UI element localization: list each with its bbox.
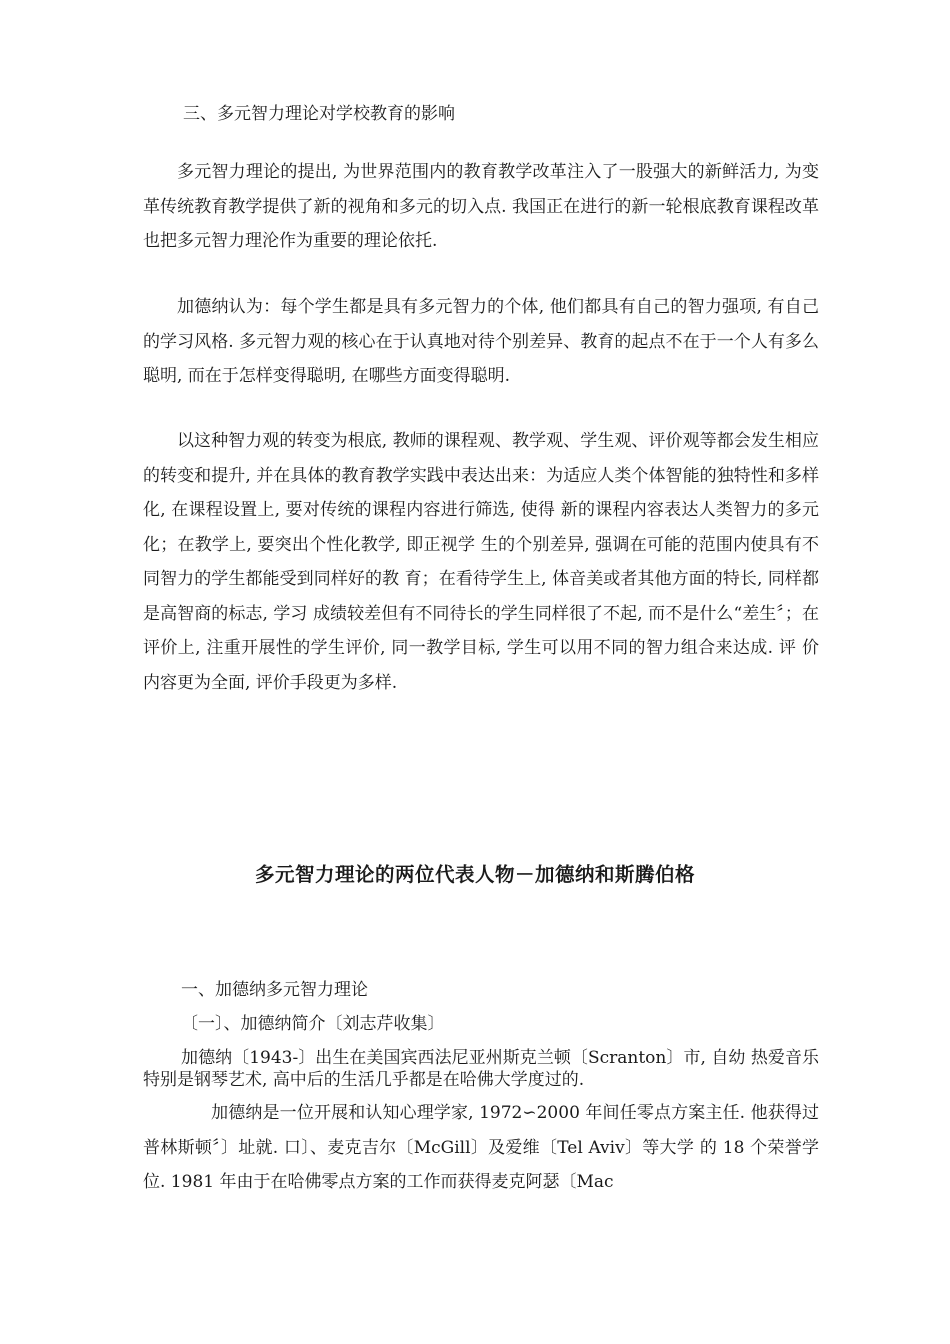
paragraph-text: 加德纳〔1943-〕出生在美国宾西法尼亚州斯克兰顿〔Scranton〕市, 自幼 热爱音乐特别是钢琴艺术, 高中后的生活几乎都是在哈佛大学度过的. — [143, 1048, 819, 1090]
paragraph-text: 加德纳是一位开展和认知心理学家, 1972∽2000 年间任零点方案主任. 他获得过普林斯顿〞〕址就. 口〕、麦克吉尔〔McGill〕及爱维〔Tel Aviv〕等大学 的 18 个荣誉学位. 1981 年由于在哈佛零点方案的工作而获得麦克阿瑟〔Mac — [143, 1103, 819, 1192]
paragraph-gardner-birth — [143, 1048, 819, 1091]
paragraph-intelligence-view-shift: 以这种智力观的转变为根底, 教师的课程观、教学观、学生观、评价观等都会发生相应的转变和提升, 并在具体的教育教学实践中表达出来：为适应人类个体智能的独特性和多样化, 在课程设置上, 要对传统的课程内容进行筛选, 使得 新的课程内容表达人类智力的多元化；在教学上, 要突出个性化教学, 即正视学 生的个别差异, 强调在可能的范围内使具有不同智力的学生都能受到同样好的教 育；在看待学生上, 体音美或者其他方面的特长, 同样都是高智商的标志, 学习 成绩较差但有不同待长的学生同样很了不起, 而不是什么“差生〞；在评价上, 注重开展性的学生评价, 同一教学目标, 学生可以用不同的智力组合来达成. 评 价内容更为全面, 评价手段更为多样. — [143, 431, 819, 693]
subsection-heading-gardner-bio: 〔一〕、加德纳简介〔刘志芹收集〕 — [181, 1014, 445, 1034]
section-heading-gardner-theory: 一、加德纳多元智力理论 — [181, 980, 368, 1000]
paragraph-mi-theory-significance: 多元智力理论的提出, 为世界范围内的教育教学改革注入了一股强大的新鲜活力, 为变革传统教育教学提供了新的视角和多元的切入点. 我国正在进行的新一轮根底教育课程改革也把多元智力理沦作为重要的理论依托. — [143, 162, 819, 251]
paragraph-gardner-career — [143, 1096, 819, 1200]
paragraph-gardner-view: 加德纳认为：每个学生都是具有多元智力的个体, 他们都具有自己的智力强项, 有自己的学习风格. 多元智力观的核心在于认真地对待个别差异、教育的起点不在于一个人有多么聪明, 而在于怎样变得聪明, 在哪些方面变得聪明. — [143, 297, 819, 386]
document-title: 多元智力理论的两位代表人物－加德纳和斯腾伯格 — [254, 863, 695, 886]
section-heading-impact: 三、多元智力理论对学校教育的影响 — [183, 104, 455, 124]
